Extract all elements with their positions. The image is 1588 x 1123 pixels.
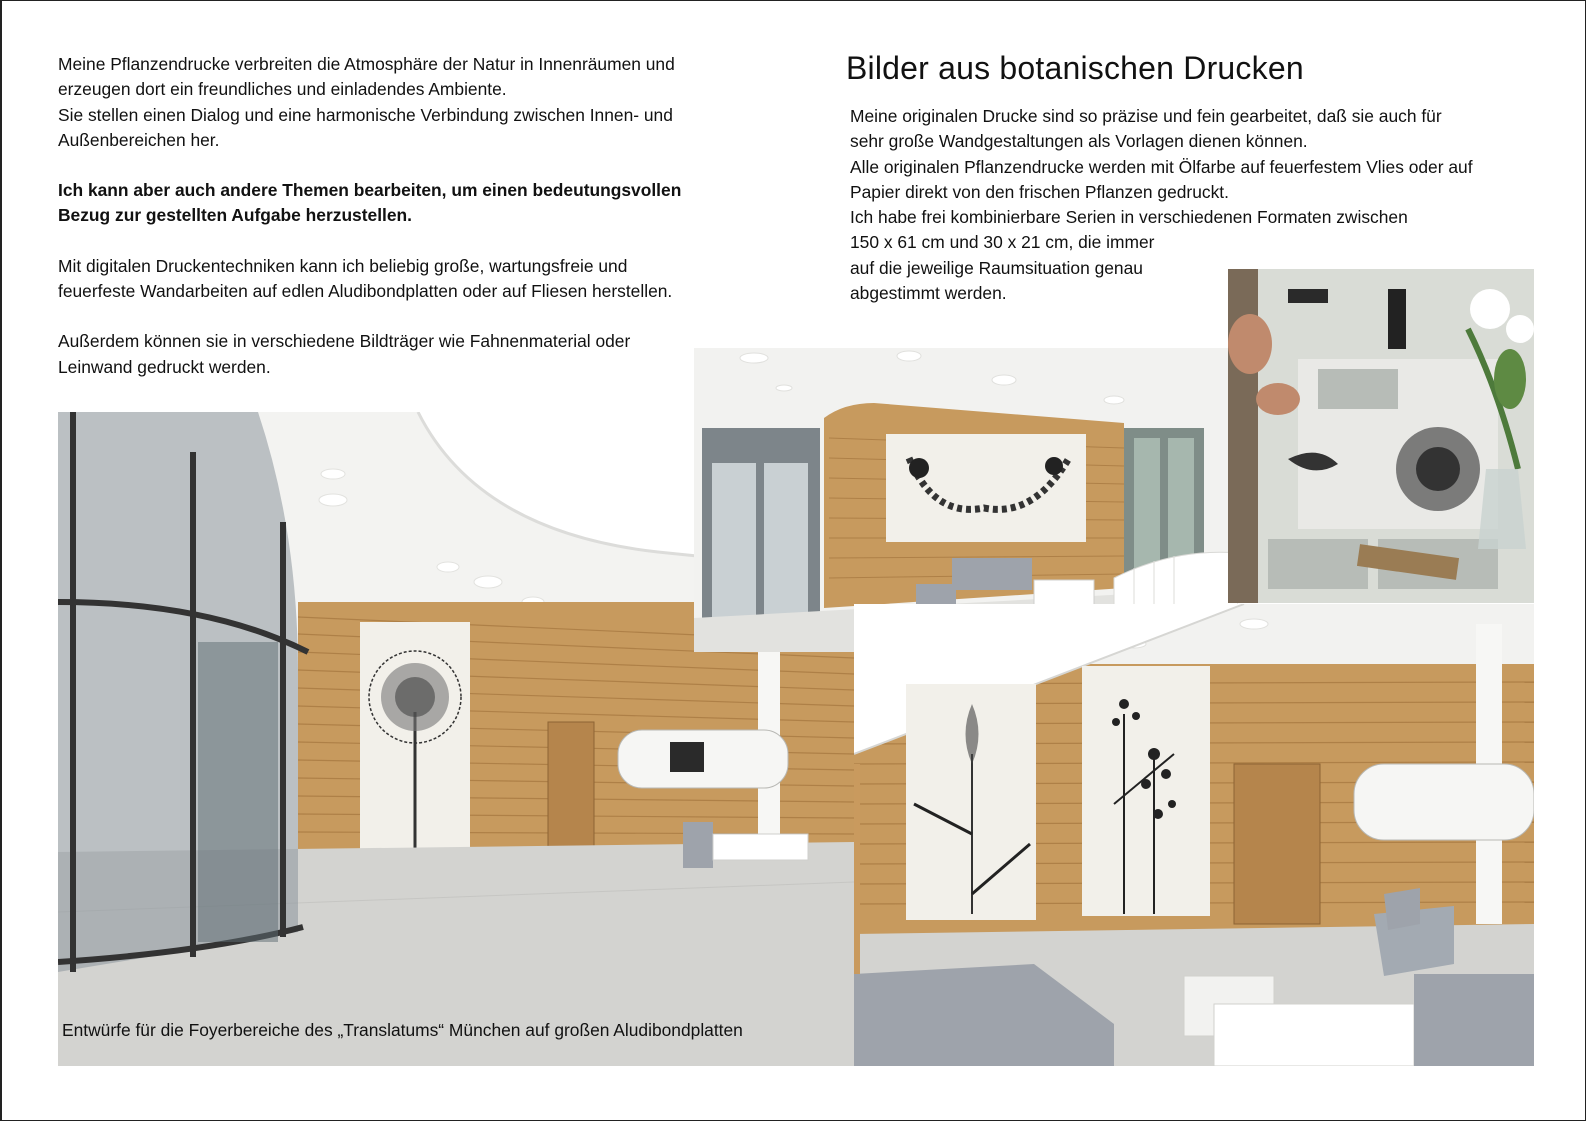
image-caption: Entwürfe für die Foyerbereiche des „Translatums“ München auf großen Aludibondplatten [62,1020,743,1040]
description-line: Alle originalen Pflanzendrucke werden mit Ölfarbe auf feuerfestem Vlies oder auf [850,156,1473,177]
printing-workshop-photo [1228,269,1534,603]
emphasis-line: Bezug zur gestellten Aufgabe herzustellen. [58,205,412,226]
intro-text-column [58,52,758,380]
digital-print-line: Mit digitalen Druckentechniken kann ich beliebig große, wartungsfreie und [58,255,628,276]
emphasis-line: Ich kann aber auch andere Themen bearbeiten, um einen bedeutungsvollen [58,180,682,201]
description-line: auf die jeweilige Raumsituation genau [850,257,1143,278]
description-line: abgestimmt werden. [850,283,1007,304]
description-line: Papier direkt von den frischen Pflanzen gedruckt. [850,181,1229,202]
carrier-line: Außerdem können sie in verschiedene Bildträger wie Fahnenmaterial oder [58,331,631,352]
intro-line: erzeugen dort ein freundliches und einladendes Ambiente. [58,79,507,100]
page-heading: Bilder aus botanischen Drucken [846,50,1304,86]
carrier-line: Leinwand gedruckt werden. [58,356,271,377]
description-line: 150 x 61 cm und 30 x 21 cm, die immer [850,232,1155,253]
description-line: Meine originalen Drucke sind so präzise und fein gearbeitet, daß sie auch für [850,106,1442,126]
intro-line: Sie stellen einen Dialog und eine harmonische Verbindung zwischen Innen- und [58,104,673,125]
digital-print-line: feuerfeste Wandarbeiten auf edlen Aludibondplatten oder auf Fliesen herstellen. [58,281,673,302]
description-line: sehr große Wandgestaltungen als Vorlagen dienen können. [850,131,1308,152]
intro-line: Meine Pflanzendrucke verbreiten die Atmosphäre der Natur in Innenräumen und [58,54,675,74]
description-line: Ich habe frei kombinierbare Serien in verschiedenen Formaten zwischen [850,207,1408,228]
intro-line: Außenbereichen her. [58,129,220,150]
foyer-photo-right [854,604,1534,1066]
